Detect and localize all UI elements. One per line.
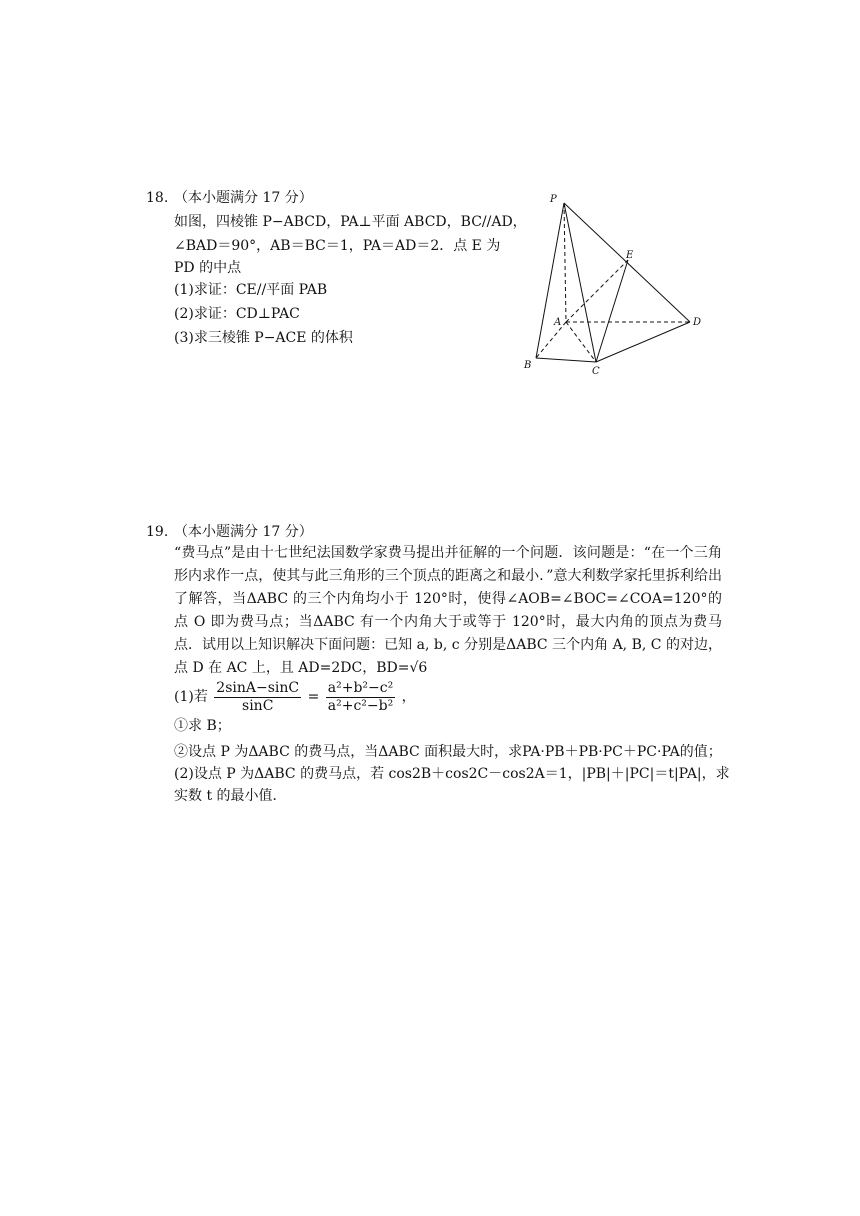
part-2-line: 实数 t 的最小值．: [174, 788, 287, 804]
part-2: (2)求证：CD⊥PAC: [174, 306, 300, 322]
problem-line: 如图，四棱锥 P−ABCD，PA⊥平面 ABCD，BC//AD，: [174, 214, 527, 230]
fraction-denominator: sinC: [242, 698, 274, 714]
problem-line: ∠BAD＝90°，AB＝BC＝1，PA＝AD＝2．点 E 为: [174, 238, 501, 254]
part-1-condition: [174, 680, 416, 714]
fraction-left: [214, 680, 301, 715]
label-b: B: [524, 360, 532, 371]
label-d: D: [693, 317, 702, 328]
part-1: (1)求证：CE//平面 PAB: [174, 282, 328, 298]
edge-bc: [536, 358, 596, 362]
problem-line: PD 的中点: [174, 260, 242, 276]
pyramid-figure: [522, 188, 712, 378]
part-2-line: (2)设点 P 为ΔABC 的费马点，若 cos2B＋cos2C－cos2A＝1，|PB|＋|PC|＝t|PA|，求: [174, 766, 730, 782]
problem-paragraph: “费马点”是由十七世纪法国数学家费马提出并征解的一个问题．该问题是：“在一个三角形内求作一点，使其与此三角形的三个顶点的距离之和最小．”意大利数学家托里拆利给出了解答，当ΔABC 的三个内角均小于 120°时，使得∠AOB=∠BOC=∠COA=120°的点 O 即为费马点；当ΔABC 有一个内角大于或等于 120°时，最大内角的顶点为费马点．试用以上知识解决下面问题：已知 a, b, c 分别是ΔABC 三个内角 A, B, C 的对边，点 D 在 AC 上，且 AD=2DC，BD=√6: [174, 545, 722, 676]
edge-pa: [564, 203, 566, 322]
fraction-right: [326, 680, 395, 715]
edge-pc: [564, 203, 596, 362]
question-number: 19.: [146, 524, 169, 540]
equals-sign: =: [307, 689, 320, 705]
label-c: C: [592, 366, 600, 377]
label-p: P: [550, 194, 557, 205]
part-3: (3)求三棱锥 P−ACE 的体积: [174, 330, 353, 346]
question-header: （本小题满分 17 分）: [174, 190, 313, 206]
label-e: E: [626, 250, 634, 261]
sub-question-2: ②设点 P 为ΔABC 的费马点，当ΔABC 面积最大时，求PA·PB＋PB·PC＋PC·PA的值；: [174, 744, 722, 760]
label-a: A: [554, 317, 562, 328]
part-1-prefix: (1)若: [174, 689, 208, 705]
fraction-numerator: a²+b²−c²: [327, 680, 394, 696]
pyramid-diagram: [522, 188, 712, 378]
part-1-suffix: ，: [401, 689, 416, 705]
edge-ab: [536, 322, 566, 358]
edge-pb: [536, 203, 564, 358]
fraction-numerator: 2sinA−sinC: [216, 680, 300, 696]
fraction-denominator: a²+c²−b²: [327, 698, 394, 714]
question-header: （本小题满分 17 分）: [174, 524, 313, 540]
question-number: 18.: [146, 190, 169, 206]
edge-cd: [596, 322, 690, 362]
sub-question-1: ①求 B；: [174, 718, 231, 734]
